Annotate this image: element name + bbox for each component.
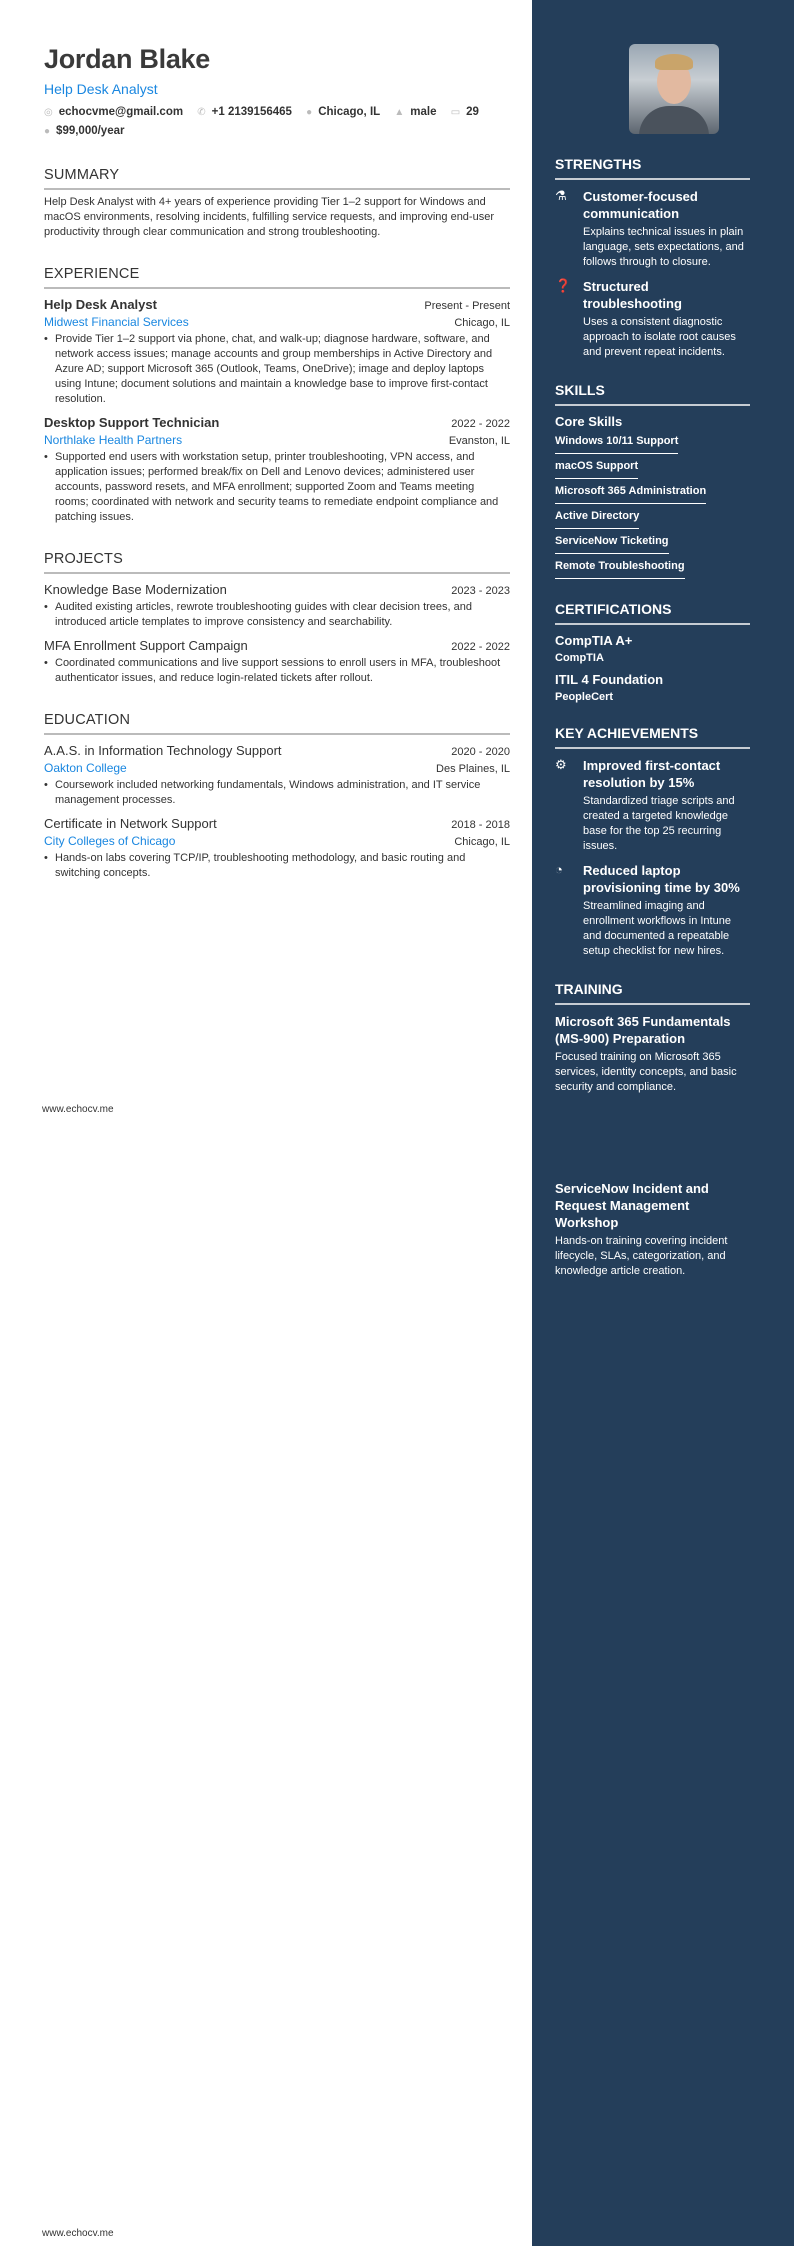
age-text: 29 xyxy=(466,106,479,118)
achievement-desc: Standardized triage scripts and created a targeted knowledge base for the top 25 recurring issues. xyxy=(583,795,735,852)
job-location: Evanston, IL xyxy=(448,435,510,447)
salary-text: $99,000/year xyxy=(56,125,125,137)
project-item xyxy=(44,582,510,630)
achievement-title: Reduced laptop provisioning time by 30% xyxy=(583,863,740,895)
skill-item: Remote Troubleshooting xyxy=(555,560,685,579)
project-item xyxy=(44,638,510,686)
phone-icon: ✆ xyxy=(197,107,206,118)
achievement-desc: Streamlined imaging and enrollment workflows in Intune and documented a repeatable setup checklist for new hires. xyxy=(583,900,731,957)
achievement-item xyxy=(555,757,750,854)
cert-org: PeopleCert xyxy=(555,691,614,703)
training-heading: TRAINING xyxy=(555,981,750,1005)
job-location: Chicago, IL xyxy=(454,317,510,329)
skill-item: Active Directory xyxy=(555,510,639,529)
company-name: Northlake Health Partners xyxy=(44,433,183,447)
strength-title: Customer-focused communication xyxy=(583,189,698,221)
candidate-title: Help Desk Analyst xyxy=(44,81,158,97)
job-title: Help Desk Analyst xyxy=(44,297,157,312)
project-dates: 2023 - 2023 xyxy=(451,585,510,597)
flask-icon: ⚗ xyxy=(555,188,567,203)
calendar-icon: ▭ xyxy=(450,107,461,118)
job-bullet: • Provide Tier 1–2 support via phone, chat, and walk-up; diagnose hardware, software, and network access issues; manage accounts and group memberships in Active Directory and Azure AD; support Microsoft 365 (Outlook, Teams, OneDrive); image and deploy laptops using Intune; document solutions and maintain a knowledge base to improve first-contact resolution. xyxy=(44,332,510,407)
education-bullet: • Coursework included networking fundamentals, Windows administration, and IT service management processes. xyxy=(44,778,510,808)
achievement-title: Improved first-contact resolution by 15% xyxy=(583,758,721,790)
skill-item: Microsoft 365 Administration xyxy=(555,485,706,504)
achievement-item xyxy=(555,862,750,959)
question-icon: ❓ xyxy=(555,278,572,293)
experience-item xyxy=(44,297,510,407)
sidebar xyxy=(532,0,794,2246)
training-title: ServiceNow Incident and Request Management Workshop xyxy=(555,1181,709,1230)
cert-title: CompTIA A+ xyxy=(555,633,633,648)
degree-title: Certificate in Network Support xyxy=(44,816,217,831)
achievements-heading: KEY ACHIEVEMENTS xyxy=(555,725,750,749)
clock-icon: ◔ xyxy=(555,862,563,877)
projects-heading: PROJECTS xyxy=(44,551,510,574)
strength-desc: Explains technical issues in plain language, sets expectations, and follows through to closure. xyxy=(583,226,744,268)
skill-item: macOS Support xyxy=(555,460,638,479)
contact-age xyxy=(451,103,479,122)
footer-link[interactable]: www.echocv.me xyxy=(42,1104,114,1115)
education-item xyxy=(44,816,510,881)
job-title: Desktop Support Technician xyxy=(44,415,220,430)
footer-link[interactable]: www.echocv.me xyxy=(42,2228,114,2239)
skill-item: Windows 10/11 Support xyxy=(555,435,678,454)
training-desc: Focused training on Microsoft 365 services, identity concepts, and basic security and compliance. xyxy=(555,1051,737,1093)
education-bullet: • Hands-on labs covering TCP/IP, troubleshooting methodology, and basic routing and switching concepts. xyxy=(44,851,510,881)
location-icon: ● xyxy=(306,107,313,118)
degree-title: A.A.S. in Information Technology Support xyxy=(44,743,282,758)
strength-title: Structured troubleshooting xyxy=(583,279,682,311)
contact-location xyxy=(306,103,380,122)
school-location: Des Plaines, IL xyxy=(436,763,510,775)
strength-desc: Uses a consistent diagnostic approach to isolate root causes and prevent repeat incidents. xyxy=(583,316,736,358)
education-heading: EDUCATION xyxy=(44,712,510,735)
project-bullet: • Coordinated communications and live support sessions to enroll users in MFA, troubleshoot authenticator issues, and reduce login-related tickets after rollout. xyxy=(44,656,510,686)
training-title: Microsoft 365 Fundamentals (MS-900) Preparation xyxy=(555,1014,731,1046)
user-icon: ▲ xyxy=(394,107,405,118)
salary-icon: ● xyxy=(44,126,51,137)
certifications-heading: CERTIFICATIONS xyxy=(555,601,750,625)
strength-item xyxy=(555,188,750,270)
experience-heading: EXPERIENCE xyxy=(44,266,510,289)
contact-salary xyxy=(44,122,124,141)
education-dates: 2020 - 2020 xyxy=(451,746,510,758)
gender-text: male xyxy=(410,106,437,118)
project-dates: 2022 - 2022 xyxy=(451,641,510,653)
contact-gender xyxy=(394,103,436,122)
strengths-heading: STRENGTHS xyxy=(555,156,750,180)
education-dates: 2018 - 2018 xyxy=(451,819,510,831)
project-title: MFA Enrollment Support Campaign xyxy=(44,638,248,653)
education-item xyxy=(44,743,510,808)
training-item xyxy=(555,1172,755,1279)
gear-icon: ⚙ xyxy=(555,757,567,772)
experience-item xyxy=(44,415,510,525)
school-location: Chicago, IL xyxy=(454,836,510,848)
summary-heading: SUMMARY xyxy=(44,167,510,190)
project-bullet: • Audited existing articles, rewrote troubleshooting guides with clear decision trees, and introduced article templates to improve consistency and searchability. xyxy=(44,600,510,630)
email-text: echocvme@gmail.com xyxy=(58,106,184,118)
project-title: Knowledge Base Modernization xyxy=(44,582,227,597)
job-dates: Present - Present xyxy=(424,300,510,312)
job-bullet: • Supported end users with workstation setup, printer troubleshooting, VPN access, and application issues; performed break/fix on Dell and Lenovo devices; administered user accounts, password resets, and MFA enrollment; supported Zoom and Teams meeting rooms; coordinated with network and security teams to remediate endpoint compliance and patching issues. xyxy=(44,450,510,525)
training-desc: Hands-on training covering incident lifecycle, SLAs, categorization, and knowledge article creation. xyxy=(555,1235,728,1277)
contact-info xyxy=(44,103,510,141)
phone-text: +1 2139156465 xyxy=(211,106,292,118)
contact-phone xyxy=(197,103,292,122)
summary-text: Help Desk Analyst with 4+ years of experience providing Tier 1–2 support for Windows and macOS environments, resolving incidents, fulfilling service requests, and improving end-user productivity through clear communication and strong troubleshooting. xyxy=(44,196,494,238)
strength-item xyxy=(555,278,750,360)
at-icon: ◎ xyxy=(44,107,53,118)
cert-org: CompTIA xyxy=(555,652,604,664)
cert-title: ITIL 4 Foundation xyxy=(555,672,664,687)
company-name: Midwest Financial Services xyxy=(44,315,189,329)
skill-group-title: Core Skills xyxy=(555,414,623,429)
profile-photo xyxy=(629,44,719,134)
job-dates: 2022 - 2022 xyxy=(451,418,510,430)
skill-item: ServiceNow Ticketing xyxy=(555,535,669,554)
location-text: Chicago, IL xyxy=(318,106,381,118)
skills-heading: SKILLS xyxy=(555,382,750,406)
school-name: City Colleges of Chicago xyxy=(44,834,176,848)
school-name: Oakton College xyxy=(44,761,127,775)
candidate-name: Jordan Blake xyxy=(44,44,210,74)
contact-email xyxy=(44,103,183,122)
